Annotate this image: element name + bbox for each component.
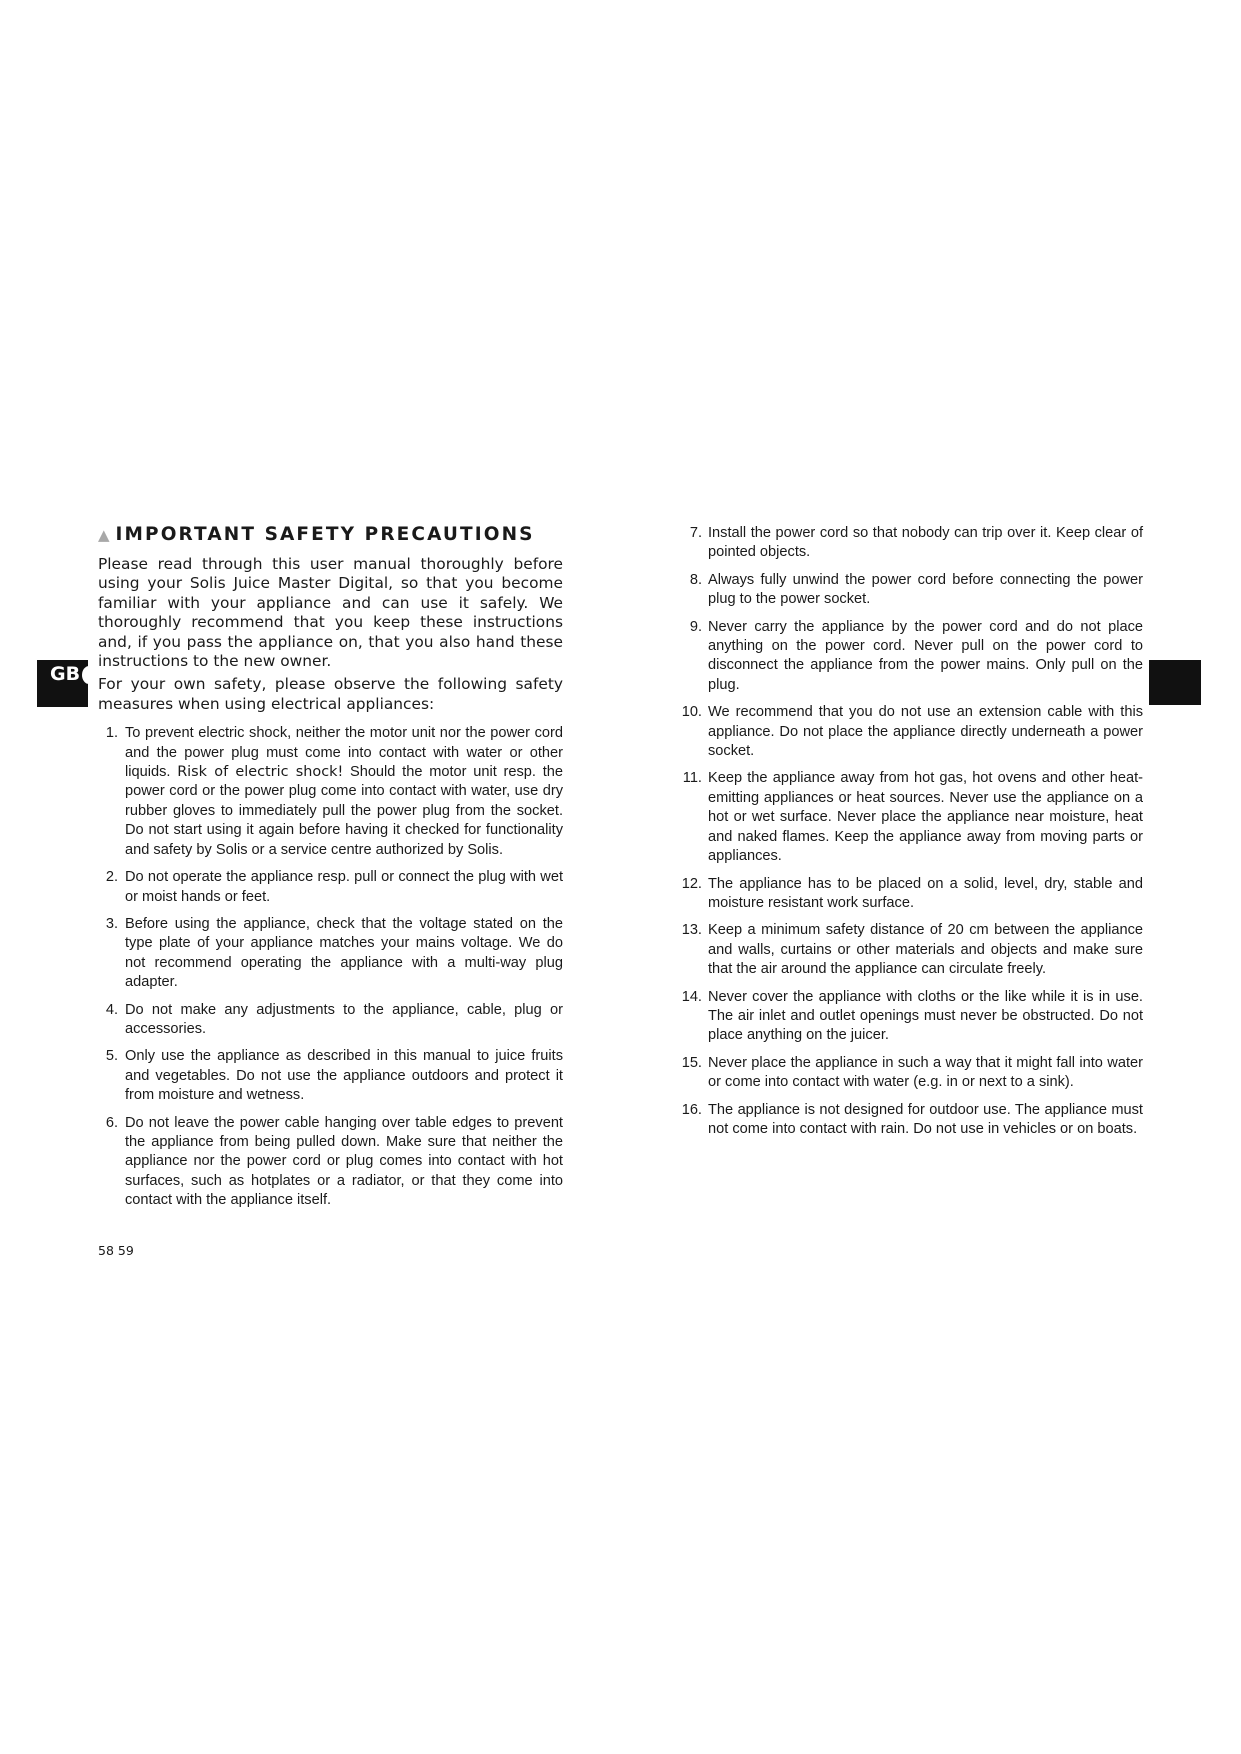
item-number: 14. bbox=[681, 988, 702, 1005]
list-item bbox=[98, 915, 563, 993]
item-number: 10. bbox=[681, 704, 702, 721]
list-item bbox=[676, 988, 1143, 1046]
right-edge-tab bbox=[1149, 660, 1201, 705]
item-number: 3. bbox=[105, 915, 118, 932]
safety-list-right bbox=[676, 524, 1143, 1139]
list-item bbox=[676, 1054, 1143, 1093]
list-item bbox=[676, 769, 1143, 866]
item-text: Keep a minimum safety distance of 20 cm between the appliance and walls, curtains or other materials and objects and make sure that the air around the appliance can circulate freely. bbox=[708, 922, 1143, 978]
item-text: To prevent electric shock, neither the motor unit nor the power cord and the power plug must come into contact with water or other liquids. bbox=[125, 725, 563, 781]
list-item bbox=[676, 524, 1143, 563]
item-number: 12. bbox=[681, 875, 702, 892]
item-text: Only use the appliance as described in this manual to juice fruits and vegetables. Do not use the appliance outdoors and protect it from moisture and wetness. bbox=[125, 1048, 563, 1104]
list-item bbox=[98, 724, 563, 860]
item-number: 5. bbox=[105, 1048, 118, 1065]
item-text: Never cover the appliance with cloths or the like while it is in use. The air inlet and outlet openings must never be obstructed. Do not place anything on the juicer. bbox=[708, 988, 1143, 1044]
item-text: The appliance is not designed for outdoor use. The appliance must not come into contact with rain. Do not use in vehicles or on boats. bbox=[708, 1101, 1143, 1137]
list-item bbox=[676, 618, 1143, 696]
warning-triangle-icon: ▲ bbox=[98, 526, 110, 544]
intro-safety-measures: For your own safety, please observe the following safety measures when using electrical appliances: bbox=[98, 675, 563, 713]
item-number: 6. bbox=[105, 1114, 118, 1131]
list-item bbox=[676, 921, 1143, 979]
item-text-continued: Should the motor unit resp. the power cord or the power plug come into contact with water, use dry rubber gloves to immediately pull the power plug from the socket. Do not start using it again before having it checked for functionality and safety by Solis or a service centre authorized by Solis. bbox=[125, 764, 564, 858]
item-warning: Risk of electric shock! bbox=[177, 764, 344, 781]
safety-list-left bbox=[98, 724, 563, 1210]
list-item bbox=[676, 1101, 1143, 1140]
item-number: 11. bbox=[682, 770, 702, 787]
item-text: Never carry the appliance by the power cord and do not place anything on the power cord. Never pull on the power cord to disconnect the appliance from the power mains. Only pull on the plug. bbox=[708, 618, 1143, 693]
language-tab-label: GB bbox=[50, 663, 81, 685]
language-tab-gb bbox=[37, 660, 88, 707]
list-item bbox=[676, 875, 1143, 914]
left-column bbox=[98, 524, 563, 1219]
item-text: Always fully unwind the power cord before connecting the power plug to the power socket. bbox=[708, 571, 1143, 608]
right-column bbox=[676, 524, 1143, 1147]
item-text: We recommend that you do not use an extension cable with this appliance. Do not place the appliance directly underneath a power socket. bbox=[708, 704, 1143, 760]
item-number: 4. bbox=[105, 1001, 118, 1018]
item-number: 1. bbox=[105, 725, 118, 742]
item-text: Do not make any adjustments to the appliance, cable, plug or accessories. bbox=[125, 1001, 563, 1037]
list-item bbox=[676, 703, 1143, 761]
item-number: 16. bbox=[681, 1101, 702, 1118]
section-heading-text: IMPORTANT SAFETY PRECAUTIONS bbox=[115, 524, 535, 545]
list-item bbox=[98, 1114, 563, 1211]
list-item bbox=[98, 1047, 563, 1105]
tab-notch bbox=[82, 666, 88, 684]
list-item bbox=[676, 571, 1143, 610]
item-number: 9. bbox=[689, 618, 702, 635]
item-number: 13. bbox=[681, 922, 702, 939]
section-heading bbox=[98, 524, 563, 546]
item-text: Install the power cord so that nobody can trip over it. Keep clear of pointed objects. bbox=[708, 525, 1143, 561]
item-number: 15. bbox=[681, 1054, 702, 1071]
intro-paragraph: Please read through this user manual thoroughly before using your Solis Juice Master Digital, so that you become familiar with your appliance and can use it safely. We thoroughly recommend that you keep these instructions and, if you pass the appliance on, that you also hand these instructions to the new owner. bbox=[98, 555, 563, 671]
item-number: 7. bbox=[689, 525, 702, 541]
item-number: 8. bbox=[689, 571, 702, 588]
item-text: Keep the appliance away from hot gas, hot ovens and other heat-emitting appliances or heat sources. Never use the appliance on a hot or wet surface. Never place the appliance near moisture, heat and naked flames. Keep the appliance away from moving parts or appliances. bbox=[708, 770, 1143, 865]
item-number: 2. bbox=[105, 869, 118, 886]
item-text: The appliance has to be placed on a solid, level, dry, stable and moisture resistant work surface. bbox=[708, 875, 1143, 911]
list-item bbox=[98, 1001, 563, 1040]
item-text: Do not operate the appliance resp. pull or connect the plug with wet or moist hands or feet. bbox=[125, 869, 563, 905]
page-numbers: 58 59 bbox=[98, 1243, 134, 1258]
item-text: Do not leave the power cable hanging over table edges to prevent the appliance from being pulled down. Make sure that neither the appliance nor the power cord or plug comes into contact with hot surfaces, such as hotplates or a radiator, or that they come into contact with the appliance itself. bbox=[125, 1114, 563, 1209]
item-text: Never place the appliance in such a way that it might fall into water or come into contact with water (e.g. in or next to a sink). bbox=[708, 1054, 1143, 1091]
list-item bbox=[98, 868, 563, 907]
item-text: Before using the appliance, check that the voltage stated on the type plate of your appliance matches your mains voltage. We do not recommend operating the appliance with a multi-way plug adapter. bbox=[125, 915, 563, 991]
